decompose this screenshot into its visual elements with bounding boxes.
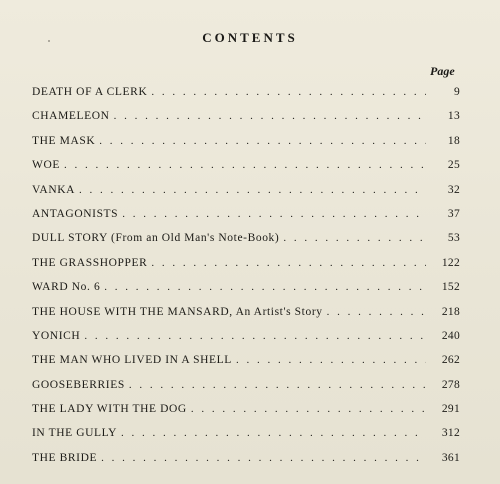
contents-entry	[32, 135, 460, 159]
contents-entry	[32, 427, 460, 451]
page-title: CONTENTS	[202, 30, 298, 45]
contents-entry	[32, 159, 460, 183]
entry-title: DULL STORY (From an Old Man's Note-Book)	[32, 232, 280, 245]
contents-entry	[32, 403, 460, 427]
page-column-label: Page	[430, 64, 455, 78]
entry-title: THE BRIDE	[32, 451, 98, 464]
entry-title: DEATH OF A CLERK	[32, 86, 148, 98]
entry-page-number: 291	[441, 403, 460, 416]
contents-entry	[32, 86, 460, 110]
contents-entry	[32, 208, 460, 232]
dot-leader	[151, 257, 426, 269]
entry-title: WARD No. 6	[32, 281, 101, 294]
contents-entry	[32, 452, 460, 476]
entry-title: CHAMELEON	[32, 110, 110, 123]
entry-title: THE MASK	[32, 134, 96, 147]
contents-entry	[32, 257, 460, 281]
dot-leader	[151, 86, 426, 98]
entry-page-number: 53	[447, 232, 460, 245]
dot-leader	[236, 354, 426, 366]
entry-page-number: 32	[447, 183, 460, 196]
entry-page-number: 361	[441, 451, 460, 464]
dot-leader	[129, 379, 426, 391]
entry-page-number: 9	[453, 86, 460, 98]
contents-entry	[32, 184, 460, 208]
entry-page-number: 218	[441, 305, 460, 318]
entry-title: THE HOUSE WITH THE MANSARD, An Artist's Story	[32, 305, 323, 318]
dot-leader	[79, 184, 426, 196]
dot-leader	[64, 159, 426, 171]
entry-page-number: 18	[447, 134, 460, 147]
entry-page-number: 262	[441, 354, 460, 367]
entry-title: THE LADY WITH THE DOG	[32, 403, 187, 416]
entry-page-number: 152	[441, 281, 460, 294]
contents-list	[32, 86, 460, 476]
contents-entry	[32, 354, 460, 378]
entry-page-number: 312	[441, 427, 460, 440]
dot-leader	[99, 135, 426, 147]
entry-page-number: 37	[447, 207, 460, 220]
dot-leader	[121, 427, 426, 439]
contents-entry	[32, 306, 460, 330]
dot-leader	[122, 208, 426, 220]
entry-title: YONICH	[32, 329, 81, 342]
entry-title: GOOSEBERRIES	[32, 378, 125, 391]
contents-entry	[32, 281, 460, 305]
entry-page-number: 122	[441, 256, 460, 269]
contents-entry	[32, 330, 460, 354]
dot-leader	[114, 110, 426, 122]
entry-title: WOE	[32, 159, 60, 172]
entry-page-number: 240	[441, 329, 460, 342]
dot-leader	[191, 403, 426, 415]
entry-title: ANTAGONISTS	[32, 207, 119, 220]
entry-title: IN THE GULLY	[32, 427, 118, 440]
entry-page-number: 25	[447, 159, 460, 172]
entry-page-number: 13	[447, 110, 460, 123]
contents-entry	[32, 232, 460, 256]
dot-leader	[327, 306, 426, 318]
dot-leader	[104, 281, 426, 293]
entry-title: VANKA	[32, 183, 76, 196]
entry-title: THE GRASSHOPPER	[32, 256, 148, 269]
contents-entry	[32, 379, 460, 403]
entry-page-number: 278	[441, 378, 460, 391]
dot-leader	[84, 330, 426, 342]
dot-leader	[283, 232, 426, 244]
contents-entry	[32, 110, 460, 134]
entry-title: THE MAN WHO LIVED IN A SHELL	[32, 354, 232, 367]
dot-leader	[101, 452, 426, 464]
